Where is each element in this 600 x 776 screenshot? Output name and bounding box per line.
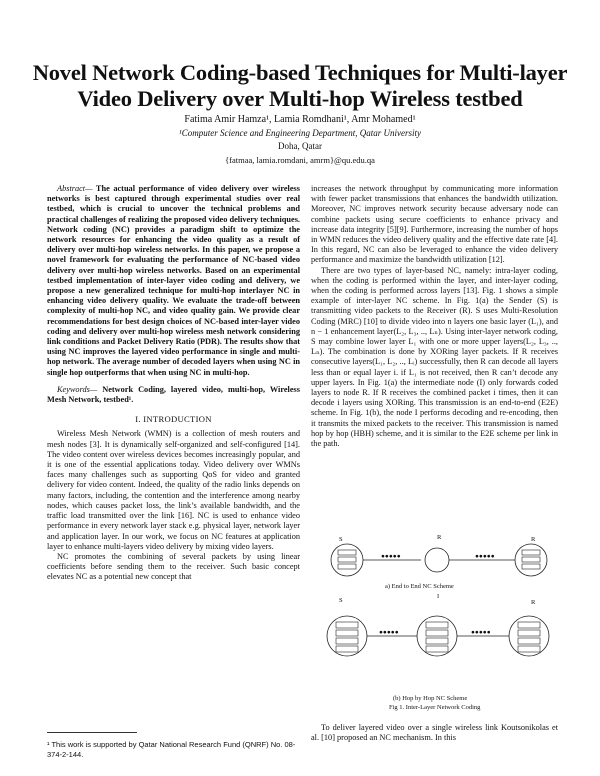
author-list: Fatima Amir Hamza¹, Lamia Romdhani¹, Amr Mohamed¹ — [184, 114, 416, 125]
fig-a-layer-box — [522, 557, 540, 562]
fig-caption-a: a) End to End NC Scheme — [385, 583, 454, 590]
fig-a-label-s: S — [339, 536, 343, 543]
figure-a — [331, 534, 547, 590]
keywords-text: Network Coding, layered video, multi-hop, Wireless Mesh Network, testbed¹. — [47, 384, 300, 405]
fig-b-layer-box — [426, 630, 448, 636]
fig-b-layer-box — [518, 646, 540, 652]
body-paragraph: Wireless Mesh Network (WMN) is a collection of mesh routers and mesh nodes [3]. It is dynamically self-organized and self-configured [14]. The video content over wireless devices becomes increasingly popular, and it is one of the essential applications today. Video delivery over WMNs faces many challenges such as supporting QoS for video and granted delivery for video content. Indeed, the quality of the radio links depends on many factors, including, the contention and the interference among nearby nodes, which causes packet loss, the link’s available bandwidth, and the traffic load transmitted over the link [16]. NC is used to enhance video performance in every network layer stack e.g. physical layer, network layer and application layer. In our work, we focus on NC features at application layer to enhance multi-layers video delivery by mixing video layers. — [47, 429, 300, 551]
abstract-lead: Abstract— — [57, 184, 93, 193]
fig-b-label-i: I — [437, 593, 440, 600]
fig-b-layer-box — [336, 638, 358, 644]
right-column — [311, 184, 558, 449]
fig-b-layer-box — [336, 622, 358, 628]
fig-b-dots: ●●●●● — [471, 629, 491, 636]
fig-a-label-i: R — [437, 534, 442, 541]
abstract-text: The actual performance of video delivery over wireless networks is best captured through experimental studies over real testbed, which is crucial to uncover the technical problems and practical challenges of realizing the proposed video delivery techniques. Network coding (NC) provides a paradigm shift to optimize the network resources for enhancing the video quality as a result of delivery over multi-hop wireless networks. In this paper, we propose a novel framework for evaluating the performance of NC-based video delivery over multi-hop wireless networks. Based on an experimental testbed implementation of inter-layer video coding and delivery, we propose a new generalized technique for multi-hop interlayer NC in enhancing video delivery quality. We evaluate the trade-off between complexity of multi-hop NC, and video quality gain. We provide clear recommendations for best design choices of NC-based inter-layer video coding and delivery over multi-hop wireless mesh network considering link conditions and Packet Delivery Ratio (PDR). The results show that using NC improves the layered video performance in single and multi-hop network. The average number of decoded layers when using NC in single hop outperforms that when using NC in multi-hop. — [47, 184, 300, 377]
fig-b-dots: ●●●●● — [379, 629, 399, 636]
fig-b-layer-box — [518, 630, 540, 636]
body-paragraph: There are two types of layer-based NC, namely: intra-layer coding, when the coding is performed within the layer, and inter-layer coding, when the coding is performed across layers [13]. Fig. 1 shows a simple example of inter-layer NC scheme. In Fig. 1(a) the Sender (S) is transmitting video packets to the Receiver (R). S uses Multi-Resolution Coding (MRC) [10] to divide video into n layers one basic layer (L₁), and n − 1 enhancement layer(L₂, L₃, .., Lₙ). Using inter-layer network coding, S may combine lower layer L₁ with one or more upper layers(L₂, L₃, .., Lₙ). The combination is done by XORing layer packets. If R receives consecutive layers(L₁, L₂, .., Lᵢ) successfully, then R can decode all layers less than or equal layer i. if L₁ is not received, then R can’t decode any upper layers. In Fig. 1(a) the intermediate node (I) only forwards coded layers to node R. If R receives the combined packet i times, then it can decode i layers using XORing. This transmission is an end-to-end (E2E) scheme. In Fig. 1(b), the node I performs decoding and re-encoding, then it transmits the mixed packets to the receiver. This transmission is named hop by hop (HBH) scheme, and it is similar to the E2E scheme per link in the path. — [311, 265, 558, 449]
body-paragraph: To deliver layered video over a single wireless link Koutsonikolas et al. [10] proposed an NC mechanism. In this — [311, 723, 558, 743]
footnote: ¹ This work is supported by Qatar National Research Fund (QNRF) No. 08-374-2-144. — [47, 740, 296, 759]
affiliation: ¹Computer Science and Engineering Department, Qatar University — [179, 128, 421, 138]
fig-b-label-s: S — [339, 597, 343, 604]
fig-b-label-r: R — [531, 599, 536, 606]
section-heading-introduction: I. INTRODUCTION — [135, 414, 212, 425]
fig-b-layer-box — [426, 646, 448, 652]
left-column — [47, 184, 300, 583]
abstract — [47, 184, 300, 378]
fig-a-dots: ●●●●● — [475, 553, 495, 560]
fig-caption-b: (b) Hop by Hop NC Scheme — [393, 695, 468, 702]
paper-title: Novel Network Coding-based Techniques for Multi-layer Video Delivery over Multi-hop Wireless testbed — [32, 60, 568, 111]
fig-b-layer-box — [336, 646, 358, 652]
fig-b-layer-box — [426, 622, 448, 628]
figure-inter-layer-nc — [325, 532, 550, 712]
footnote-divider — [47, 732, 137, 733]
keywords — [47, 385, 300, 405]
fig-b-layer-box — [518, 638, 540, 644]
fig-a-layer-box — [338, 550, 356, 555]
fig-a-layer-box — [522, 550, 540, 555]
fig-b-layer-box — [336, 630, 358, 636]
body-paragraph: increases the network throughput by communicating more information with fewer packet transmissions that enhances the bandwidth utilization. Moreover, NC improves network security because adversary node can combine packets using secure coefficients to enhance privacy and increase data integrity [5][9]. Furthermore, increasing the number of hops in WMN reduces the video delivery quality and the effective date rate [4]. In this regard, NC can also be leveraged to enhance the video delivery performance and maximize the bandwidth utilization [12]. — [311, 184, 558, 265]
body-paragraph: NC promotes the combining of several packets by using linear coefficients before sending them to the receiver. Such basic concept elevates NC as a potential new concept that — [47, 551, 300, 582]
fig-a-layer-box — [522, 564, 540, 569]
location: Doha, Qatar — [278, 141, 322, 151]
fig-a-dots: ●●●●● — [381, 553, 401, 560]
fig-a-layer-box — [338, 564, 356, 569]
fig-b-layer-box — [518, 622, 540, 628]
fig-a-layer-box — [338, 557, 356, 562]
fig-caption-main: Fig 1. Inter-Layer Network Coding — [389, 704, 481, 711]
fig-b-layer-box — [426, 638, 448, 644]
keywords-lead: Keywords— — [57, 384, 98, 394]
fig-a-label-r: R — [531, 536, 536, 543]
fig-a-node-i — [425, 548, 449, 572]
figure-b — [327, 593, 549, 711]
author-emails: {fatmaa, lamia.romdani, amrm}@qu.edu.qa — [225, 155, 375, 165]
